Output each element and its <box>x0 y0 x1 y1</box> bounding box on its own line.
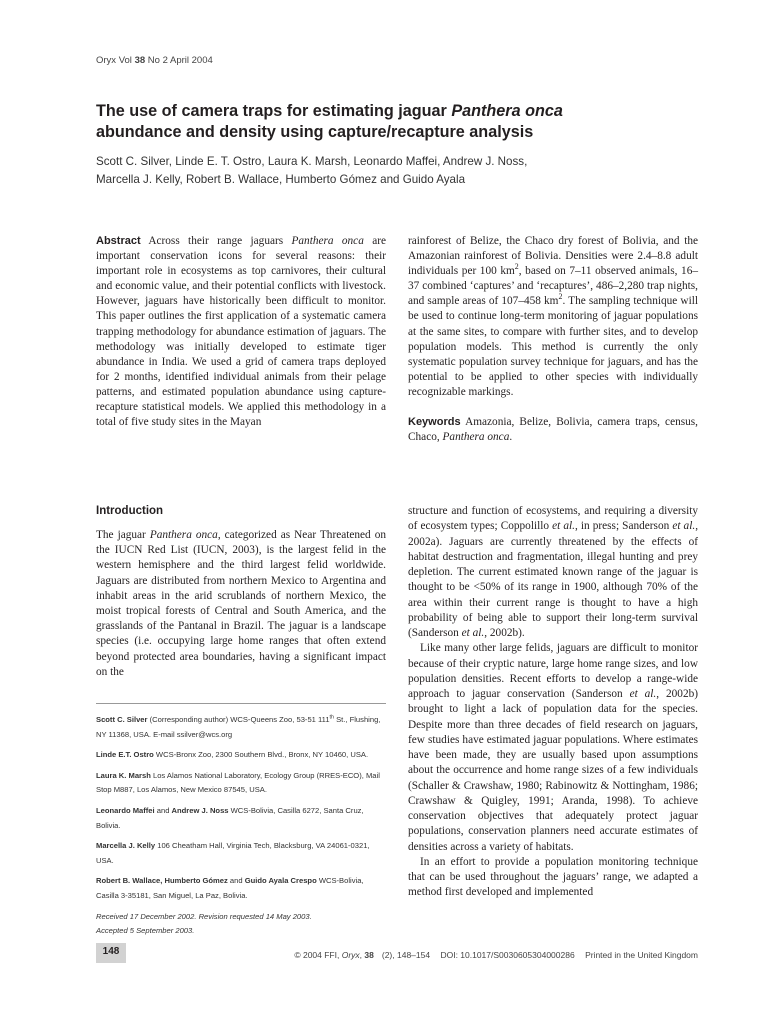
intro-text: , 2002b) brought to light a lack of population data for the species. Despite more than three decades of field research on jaguars, few studies have estimated jaguar populations. Where estimates have been made, they are usually based upon assumptions about the occurrence and home range sizes of a few individuals (Schaller & Crawshaw, 1980; Rabinowitz & Nottingham, 1986; Crawshaw & Quigley, 1991; Aranda, 1998). To achieve conservation objectives that adequately protect jaguar populations, conservation planners need accurate estimates of densities across a variety of habitats. <box>408 688 698 853</box>
doi[interactable]: DOI: 10.1017/S0030605304000286 <box>440 950 575 960</box>
page-footer <box>286 950 698 960</box>
affiliation <box>96 769 386 798</box>
affiliation-name: Robert B. Wallace, Humberto Gómez <box>96 876 228 886</box>
volume-label: Vol <box>118 55 132 66</box>
et-al: et al. <box>629 688 657 700</box>
superscript: 2 <box>558 292 563 302</box>
received-line: Received 17 December 2002. Revision requested 14 May 2003. <box>96 911 312 921</box>
intro-paragraph-2 <box>408 641 698 855</box>
intro-text: , in press; Sanderson <box>574 520 673 533</box>
et-al: et al. <box>552 520 575 533</box>
affiliation-text: WCS-Bronx Zoo, 2300 Southern Blvd., Bronx, NY 10460, USA. <box>153 750 369 760</box>
affiliations <box>96 713 386 945</box>
keywords-text: Amazonia, Belize, Bolivia, camera traps, census, Chaco, <box>408 416 698 444</box>
affiliation-name: Scott C. Silver <box>96 715 148 724</box>
intro-text: Like many other large felids, jaguars are difficult to monitor because of their cryptic nature, large home range sizes, and low population densities. Recent efforts to develop a range-wide approach to jaguar conservation (Sanderson <box>408 642 698 700</box>
intro-text: , 2002b). <box>484 627 525 639</box>
intro-text: , categorized as Near Threatened on the IUCN Red List (IUCN, 2003), is the largest felid in the western hemisphere and the third largest felid worldwide. Jaguars are distributed from northern Mexico to Argentina and inhabit areas in the arid scrublands of northern Mexico, the moist tropical forests of Central and South America, and the grasslands of the Pantanal in Brazil. The jaguar is a landscape species (i.e. occupying large home ranges that often extend beyond protected area boundaries, having a significant impact on the <box>96 529 387 678</box>
intro-text: , 2002a). Jaguars are currently threatened by the effects of habitat destruction and fragmentation, illegal hunting and prey depletion. The current estimated known range of the jaguar is thought to be <50% of its range in 1900, although 70% of the area within their current range is thought to have a high probability of being able to support their long-term survival (Sanderson <box>408 520 699 639</box>
et-al: et al. <box>461 627 485 639</box>
affiliation-name: Leonardo Maffei <box>96 805 155 815</box>
keywords-species: Panthera onca <box>442 431 510 444</box>
affiliation-text: (Corresponding author) WCS-Queens Zoo, 53-51 111 <box>147 715 330 724</box>
copyright: © 2004 FFI, Oryx, 38 (2), 148–154 <box>294 950 431 960</box>
affiliation <box>96 713 386 742</box>
superscript: th <box>329 714 334 721</box>
affiliation <box>96 748 386 763</box>
abstract-species: Panthera onca <box>291 235 364 247</box>
printed-in: Printed in the United Kingdom <box>585 950 698 960</box>
et-al: et al. <box>672 520 696 533</box>
intro-species: Panthera onca <box>149 529 218 541</box>
intro-text: The jaguar <box>96 529 150 541</box>
received-dates <box>96 910 386 939</box>
affiliation-conj: and <box>154 805 172 815</box>
affiliation-divider <box>96 703 386 704</box>
superscript: 2 <box>514 262 519 272</box>
affiliation-name: Linde E.T. Ostro <box>96 750 154 760</box>
article-title <box>96 101 696 143</box>
volume-number: 38 <box>134 55 146 66</box>
affiliation-name: Guido Ayala Crespo <box>244 876 317 886</box>
authors-line-2: Marcella J. Kelly, Robert B. Wallace, Humberto Gómez and Guido Ayala <box>96 173 466 186</box>
journal-running-header <box>96 55 213 66</box>
keywords <box>408 415 698 445</box>
introduction-column-left <box>96 528 386 680</box>
page-number-box <box>96 943 126 963</box>
affiliation-text: WCS-Bolivia, Casilla 3-35181, San Miguel, La Paz, Bolivia. <box>96 876 364 900</box>
journal-name: Oryx <box>96 55 117 66</box>
abstract-text-3: rainforest of Belize, the Chaco dry forest of Bolivia, and the Amazonian rainforest of Bolivia. Densities were 2.4–8.8 adult individuals per 100 km <box>408 235 698 278</box>
intro-paragraph-3: In an effort to provide a population monitoring technique that can be used throughout the jaguars’ range, we adapted a method first developed and implemented <box>408 855 698 899</box>
issue-number: No 2 <box>147 55 168 66</box>
footer-journal: Oryx <box>341 950 360 960</box>
affiliation-text: WCS-Bolivia, Casilla 6272, Santa Cruz, Bolivia. <box>96 805 364 830</box>
introduction-heading: Introduction <box>96 505 164 517</box>
affiliation <box>96 874 386 903</box>
issue-date: April 2004 <box>169 55 213 66</box>
affiliation-text: Los Alamos National Laboratory, Ecology Group (RRES-ECO), Mail Stop M887, Los Alamos, New Mexico 87545, USA. <box>96 770 380 795</box>
footer-volume: 38 <box>364 950 374 960</box>
keywords-label: Keywords <box>408 416 461 429</box>
keywords-end: . <box>509 431 513 444</box>
affiliation <box>96 804 386 833</box>
affiliation-text: St., Flushing, NY 11368, USA. E-mail ssilver@wcs.org <box>96 715 381 739</box>
affiliation-text: 106 Cheatham Hall, Virginia Tech, Blacksburg, VA 24061-0321, USA. <box>96 841 370 865</box>
abstract-label: Abstract <box>96 235 141 247</box>
title-part-2: abundance and density using capture/recapture analysis <box>96 123 534 141</box>
affiliation-name: Marcella J. Kelly <box>96 841 156 851</box>
copyright-text: © 2004 FFI, <box>294 950 342 960</box>
introduction-column-right <box>408 504 698 901</box>
author-list <box>96 153 696 189</box>
accepted-line: Accepted 5 September 2003. <box>96 926 195 936</box>
intro-paragraph-1-cont <box>408 504 698 641</box>
affiliation-name: Andrew J. Noss <box>171 805 229 815</box>
authors-line-1: Scott C. Silver, Linde E. T. Ostro, Laura K. Marsh, Leonardo Maffei, Andrew J. Noss, <box>96 155 528 168</box>
affiliation-conj: and <box>227 876 245 886</box>
affiliation-name: Laura K. Marsh <box>96 770 151 780</box>
intro-text: structure and function of ecosystems, and requiring a diversity of ecosystem types; Coppolillo <box>408 505 698 533</box>
title-part-1: The use of camera traps for estimating jaguar <box>96 102 452 120</box>
abstract-text-1: Across their range jaguars <box>148 235 292 247</box>
abstract-column-left <box>96 234 386 430</box>
abstract-continued <box>408 234 698 400</box>
title-species: Panthera onca <box>451 102 563 120</box>
page-number: 148 <box>102 946 120 957</box>
abstract-text-5: . The sampling technique will be used to continue long-term monitoring of jaguar populations at the same sites, to compare with further sites, and to develop population models. This method is currently the only systematic population survey technique for jaguars, and has the potential to be applied to other species with individually recognizable markings. <box>408 295 698 398</box>
footer-issue-pages: (2), 148–154 <box>381 950 431 960</box>
abstract-text-2: are important conservation icons for several reasons: their important role in ecosystems as top carnivores, their cultural and economic value, and their potential conflicts with livestock. However, jaguars have historically been difficult to monitor. This paper outlines the first application of a systematic camera trapping methodology for abundance estimation of jaguars. The methodology was initially developed to estimate tiger abundance in India. We used a grid of camera traps deployed for 2 months, identified individual animals from their pelage patterns, and estimated population abundance using capture-recapture statistical models. We applied this methodology in a total of five study sites in the Mayan <box>96 235 386 429</box>
affiliation <box>96 839 386 868</box>
abstract-column-right <box>408 234 698 445</box>
abstract-text-4: , based on 7–11 observed animals, 16–37 combined ‘captures’ and ‘recaptures’, 486–2,280 trap nights, and sample areas of 107–458 km <box>408 265 698 308</box>
